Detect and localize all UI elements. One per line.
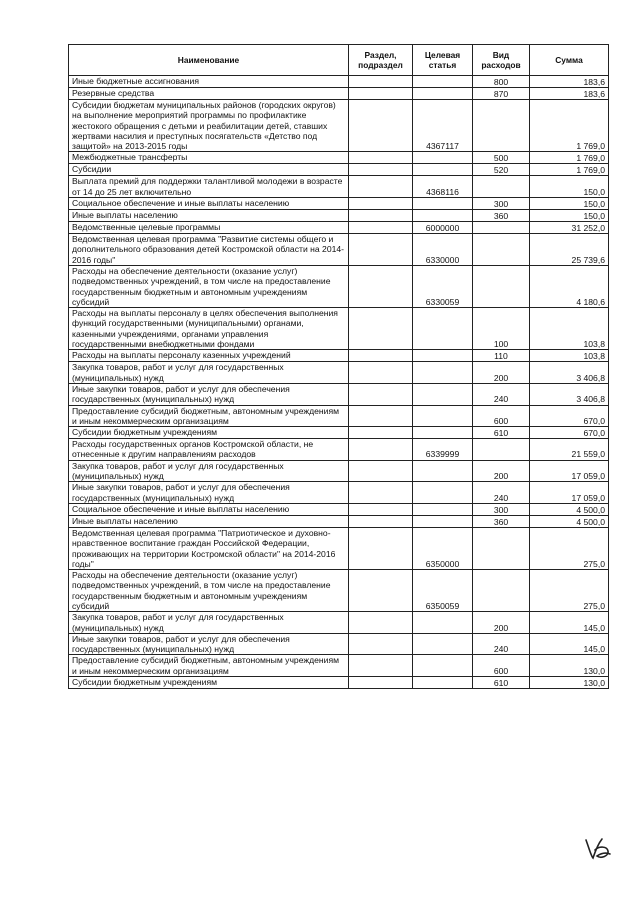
cell-summa: 145,0 xyxy=(530,633,609,655)
table-row xyxy=(69,76,609,88)
cell-summa: 183,6 xyxy=(530,88,609,100)
cell-summa: 150,0 xyxy=(530,198,609,210)
cell-celevaya xyxy=(413,633,473,655)
cell-vid xyxy=(473,176,530,198)
header-name: Наименование xyxy=(69,45,349,76)
cell-vid: 520 xyxy=(473,164,530,176)
cell-name: Иные бюджетные ассигнования xyxy=(69,76,349,88)
cell-name: Иные выплаты населению xyxy=(69,515,349,527)
cell-vid xyxy=(473,100,530,152)
cell-razdel xyxy=(349,164,413,176)
cell-razdel xyxy=(349,350,413,362)
table-row xyxy=(69,222,609,234)
cell-celevaya: 6330059 xyxy=(413,265,473,307)
cell-name: Закупка товаров, работ и услуг для государственных (муниципальных) нужд xyxy=(69,362,349,384)
cell-name: Социальное обеспечение и иные выплаты населению xyxy=(69,198,349,210)
table-row xyxy=(69,152,609,164)
table-row xyxy=(69,427,609,439)
table-row xyxy=(69,405,609,427)
table-row xyxy=(69,362,609,384)
cell-celevaya xyxy=(413,655,473,677)
cell-vid: 870 xyxy=(473,88,530,100)
cell-vid xyxy=(473,265,530,307)
cell-celevaya xyxy=(413,460,473,482)
table-row xyxy=(69,198,609,210)
cell-name: Предоставление субсидий бюджетным, автономным учреждениям и иным некоммерческим организациям xyxy=(69,405,349,427)
cell-celevaya xyxy=(413,308,473,350)
cell-vid: 200 xyxy=(473,612,530,634)
cell-celevaya xyxy=(413,482,473,504)
cell-summa: 183,6 xyxy=(530,76,609,88)
cell-celevaya: 6339999 xyxy=(413,439,473,461)
header-razdel: Раздел, подраздел xyxy=(349,45,413,76)
cell-name: Расходы государственных органов Костромской области, не отнесенные к другим направлениям расходов xyxy=(69,439,349,461)
cell-vid: 110 xyxy=(473,350,530,362)
cell-summa: 670,0 xyxy=(530,427,609,439)
cell-razdel xyxy=(349,527,413,569)
cell-celevaya xyxy=(413,405,473,427)
cell-celevaya: 6350000 xyxy=(413,527,473,569)
table-row xyxy=(69,439,609,461)
cell-summa: 4 500,0 xyxy=(530,503,609,515)
cell-summa: 1 769,0 xyxy=(530,164,609,176)
table-row xyxy=(69,265,609,307)
cell-celevaya xyxy=(413,76,473,88)
cell-vid: 300 xyxy=(473,503,530,515)
cell-razdel xyxy=(349,76,413,88)
cell-name: Межбюджетные трансферты xyxy=(69,152,349,164)
cell-summa: 25 739,6 xyxy=(530,234,609,266)
table-row xyxy=(69,482,609,504)
cell-summa: 31 252,0 xyxy=(530,222,609,234)
cell-razdel xyxy=(349,222,413,234)
cell-summa: 103,8 xyxy=(530,350,609,362)
budget-table xyxy=(68,44,609,689)
cell-razdel xyxy=(349,210,413,222)
cell-summa: 670,0 xyxy=(530,405,609,427)
cell-summa: 17 059,0 xyxy=(530,482,609,504)
cell-name: Субсидии бюджетным учреждениям xyxy=(69,427,349,439)
cell-summa: 17 059,0 xyxy=(530,460,609,482)
cell-razdel xyxy=(349,677,413,689)
cell-summa: 3 406,8 xyxy=(530,362,609,384)
cell-razdel xyxy=(349,655,413,677)
cell-summa: 4 500,0 xyxy=(530,515,609,527)
cell-summa: 103,8 xyxy=(530,308,609,350)
cell-razdel xyxy=(349,362,413,384)
cell-name: Иные закупки товаров, работ и услуг для обеспечения государственных (муниципальных) нужд xyxy=(69,633,349,655)
cell-vid xyxy=(473,439,530,461)
cell-name: Расходы на выплаты персоналу в целях обеспечения выполнения функций государственными (муниципальными) органами, казенными учреждениями, органами управления государственными внебюджетными фондами xyxy=(69,308,349,350)
cell-celevaya: 6000000 xyxy=(413,222,473,234)
cell-razdel xyxy=(349,100,413,152)
cell-razdel xyxy=(349,482,413,504)
cell-razdel xyxy=(349,308,413,350)
table-row xyxy=(69,88,609,100)
cell-name: Социальное обеспечение и иные выплаты населению xyxy=(69,503,349,515)
cell-vid: 200 xyxy=(473,362,530,384)
cell-vid xyxy=(473,234,530,266)
cell-name: Иные выплаты населению xyxy=(69,210,349,222)
cell-razdel xyxy=(349,460,413,482)
table-row xyxy=(69,176,609,198)
cell-vid: 600 xyxy=(473,655,530,677)
budget-page xyxy=(68,44,608,689)
cell-razdel xyxy=(349,176,413,198)
cell-vid: 610 xyxy=(473,427,530,439)
cell-razdel xyxy=(349,503,413,515)
cell-name: Расходы на выплаты персоналу казенных учреждений xyxy=(69,350,349,362)
cell-vid: 240 xyxy=(473,383,530,405)
cell-vid: 800 xyxy=(473,76,530,88)
cell-name: Расходы на обеспечение деятельности (оказание услуг) подведомственных учреждений, в том числе на предоставление государственным бюджетным и автономным учреждениям субсидий xyxy=(69,570,349,612)
table-row xyxy=(69,308,609,350)
cell-summa: 1 769,0 xyxy=(530,100,609,152)
cell-summa: 150,0 xyxy=(530,210,609,222)
header-summa: Сумма xyxy=(530,45,609,76)
cell-celevaya xyxy=(413,88,473,100)
cell-vid xyxy=(473,222,530,234)
cell-name: Закупка товаров, работ и услуг для государственных (муниципальных) нужд xyxy=(69,612,349,634)
cell-vid: 610 xyxy=(473,677,530,689)
cell-celevaya xyxy=(413,164,473,176)
cell-vid: 100 xyxy=(473,308,530,350)
cell-name: Предоставление субсидий бюджетным, автономным учреждениям и иным некоммерческим организациям xyxy=(69,655,349,677)
cell-name: Субсидии xyxy=(69,164,349,176)
handwritten-signature xyxy=(583,834,613,862)
table-row xyxy=(69,633,609,655)
cell-celevaya: 6330000 xyxy=(413,234,473,266)
cell-celevaya xyxy=(413,383,473,405)
cell-summa: 21 559,0 xyxy=(530,439,609,461)
table-row xyxy=(69,515,609,527)
cell-razdel xyxy=(349,439,413,461)
table-row xyxy=(69,350,609,362)
cell-summa: 4 180,6 xyxy=(530,265,609,307)
table-row xyxy=(69,527,609,569)
table-row xyxy=(69,570,609,612)
table-row xyxy=(69,460,609,482)
header-celevaya: Целевая статья xyxy=(413,45,473,76)
table-row xyxy=(69,164,609,176)
cell-name: Ведомственная целевая программа "Развитие системы общего и дополнительного образования детей Костромской области на 2014-2016 годы" xyxy=(69,234,349,266)
table-row xyxy=(69,503,609,515)
cell-summa: 145,0 xyxy=(530,612,609,634)
cell-razdel xyxy=(349,383,413,405)
cell-razdel xyxy=(349,427,413,439)
table-row xyxy=(69,234,609,266)
table-row xyxy=(69,383,609,405)
cell-vid xyxy=(473,570,530,612)
table-header-row xyxy=(69,45,609,76)
cell-razdel xyxy=(349,633,413,655)
cell-summa: 130,0 xyxy=(530,655,609,677)
cell-name: Иные закупки товаров, работ и услуг для обеспечения государственных (муниципальных) нужд xyxy=(69,482,349,504)
cell-vid: 600 xyxy=(473,405,530,427)
cell-vid: 240 xyxy=(473,633,530,655)
cell-name: Иные закупки товаров, работ и услуг для обеспечения государственных (муниципальных) нужд xyxy=(69,383,349,405)
cell-razdel xyxy=(349,198,413,210)
cell-celevaya xyxy=(413,503,473,515)
cell-summa: 3 406,8 xyxy=(530,383,609,405)
cell-summa: 150,0 xyxy=(530,176,609,198)
header-vid: Вид расходов xyxy=(473,45,530,76)
cell-celevaya xyxy=(413,198,473,210)
table-body xyxy=(69,76,609,689)
cell-razdel xyxy=(349,88,413,100)
cell-vid: 360 xyxy=(473,515,530,527)
cell-celevaya xyxy=(413,350,473,362)
cell-celevaya xyxy=(413,612,473,634)
cell-vid: 300 xyxy=(473,198,530,210)
cell-razdel xyxy=(349,405,413,427)
cell-razdel xyxy=(349,515,413,527)
cell-summa: 275,0 xyxy=(530,570,609,612)
cell-celevaya: 6350059 xyxy=(413,570,473,612)
cell-name: Ведомственная целевая программа "Патриотическое и духовно-нравственное воспитание граждан Российской Федерации, проживающих на территории Костромской области" на 2014-2016 годы" xyxy=(69,527,349,569)
cell-razdel xyxy=(349,152,413,164)
cell-razdel xyxy=(349,265,413,307)
cell-celevaya xyxy=(413,515,473,527)
cell-vid: 360 xyxy=(473,210,530,222)
cell-celevaya xyxy=(413,677,473,689)
cell-celevaya xyxy=(413,362,473,384)
table-row xyxy=(69,100,609,152)
cell-razdel xyxy=(349,612,413,634)
cell-name: Закупка товаров, работ и услуг для государственных (муниципальных) нужд xyxy=(69,460,349,482)
table-row xyxy=(69,677,609,689)
cell-name: Субсидии бюджетам муниципальных районов (городских округов) на выполнение мероприятий программы по профилактике жестокого обращения с детьми и реабилитации детей, ставших жертвами насилия и преступных посягательств «Детство под защитой» на 2013-2015 годы xyxy=(69,100,349,152)
cell-vid: 240 xyxy=(473,482,530,504)
cell-celevaya xyxy=(413,427,473,439)
cell-summa: 1 769,0 xyxy=(530,152,609,164)
cell-vid: 500 xyxy=(473,152,530,164)
table-row xyxy=(69,210,609,222)
cell-vid: 200 xyxy=(473,460,530,482)
cell-razdel xyxy=(349,570,413,612)
cell-celevaya xyxy=(413,152,473,164)
cell-razdel xyxy=(349,234,413,266)
table-row xyxy=(69,612,609,634)
cell-summa: 275,0 xyxy=(530,527,609,569)
cell-celevaya: 4367117 xyxy=(413,100,473,152)
cell-celevaya xyxy=(413,210,473,222)
cell-celevaya: 4368116 xyxy=(413,176,473,198)
cell-name: Выплата премий для поддержки талантливой молодежи в возрасте от 14 до 25 лет включительно xyxy=(69,176,349,198)
cell-name: Субсидии бюджетным учреждениям xyxy=(69,677,349,689)
cell-vid xyxy=(473,527,530,569)
cell-name: Резервные средства xyxy=(69,88,349,100)
cell-name: Ведомственные целевые программы xyxy=(69,222,349,234)
cell-name: Расходы на обеспечение деятельности (оказание услуг) подведомственных учреждений, в том числе на предоставление государственным бюджетным и автономным учреждениям субсидий xyxy=(69,265,349,307)
table-row xyxy=(69,655,609,677)
cell-summa: 130,0 xyxy=(530,677,609,689)
